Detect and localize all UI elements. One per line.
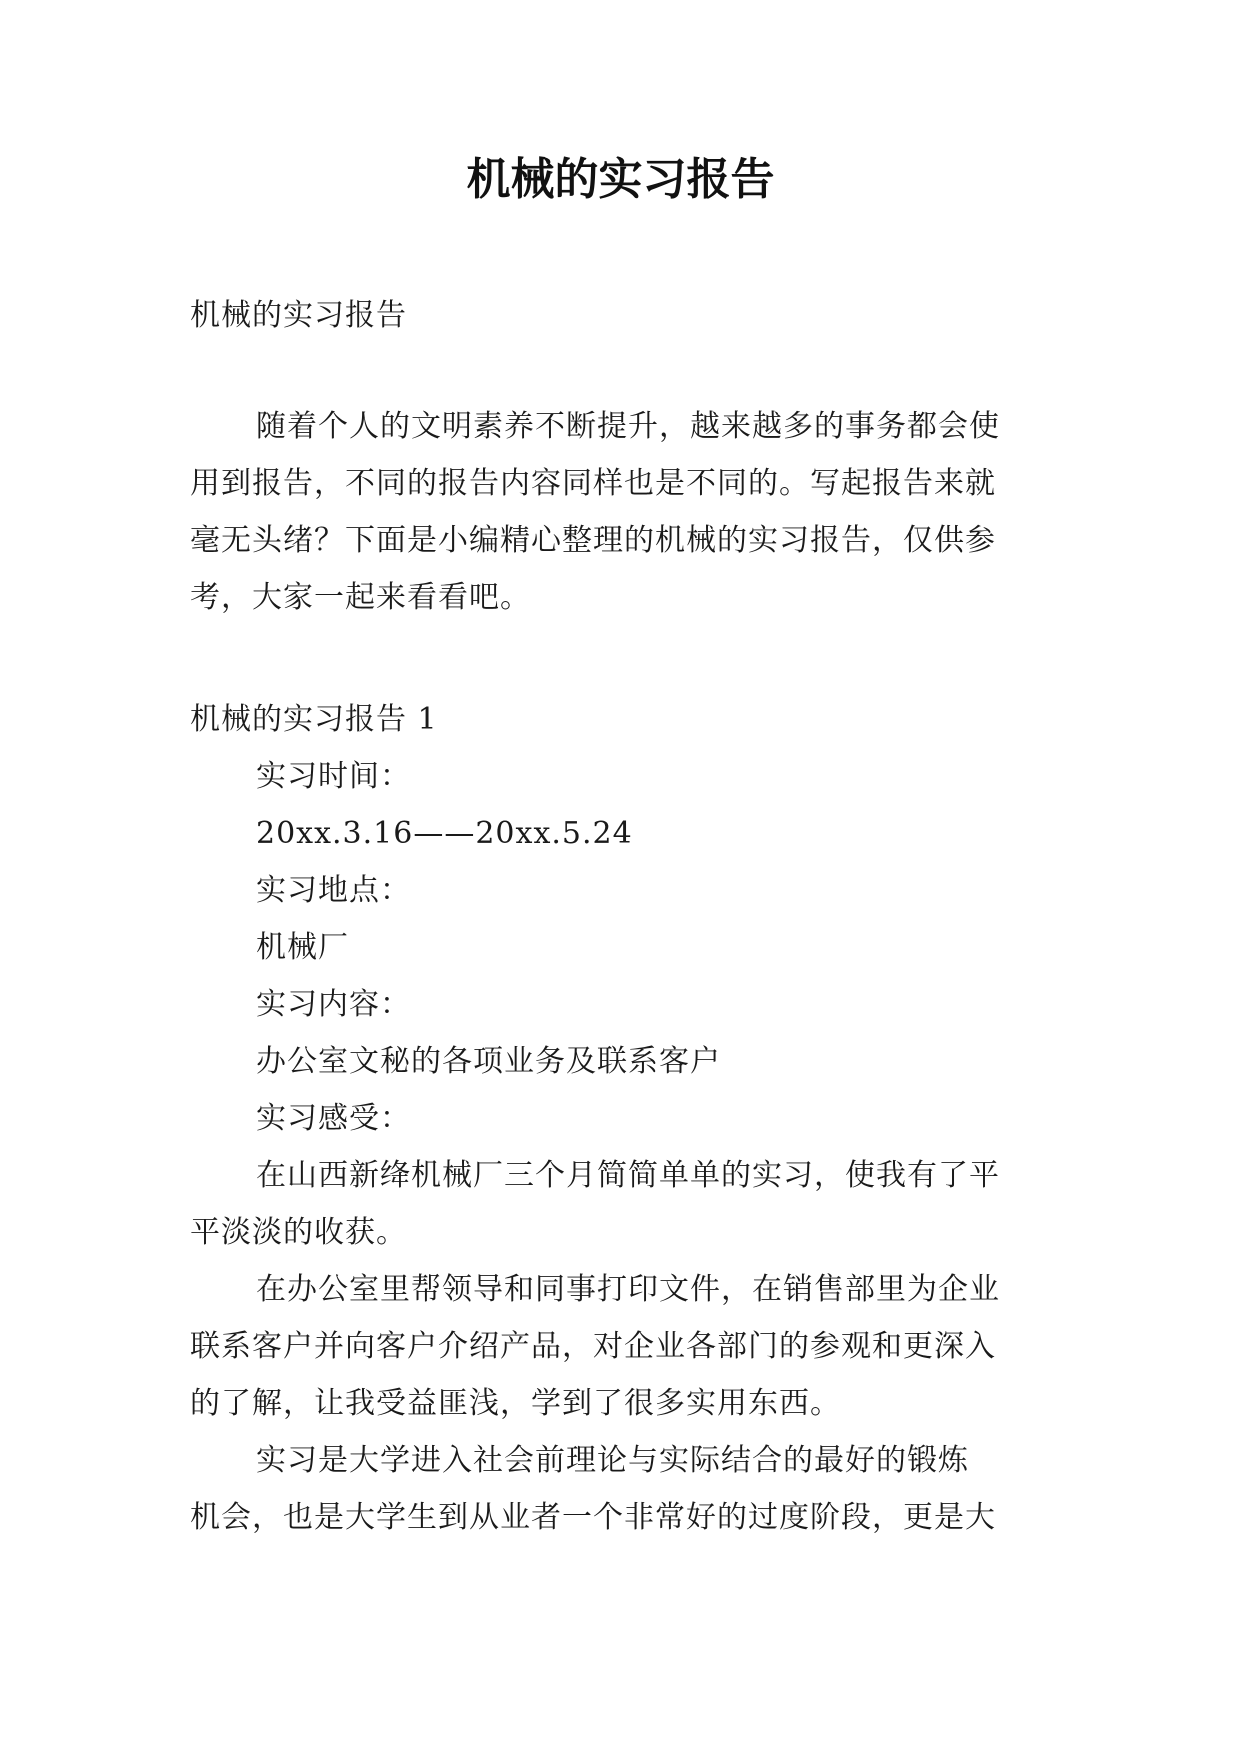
- content-label: 实习内容：: [256, 987, 411, 1022]
- intro-line-1: 随着个人的文明素养不断提升，越来越多的事务都会使: [256, 409, 1000, 444]
- place-value: 机械厂: [256, 930, 349, 965]
- place-label: 实习地点：: [256, 873, 411, 908]
- intro-line-2: 用到报告，不同的报告内容同样也是不同的。写起报告来就: [190, 466, 996, 501]
- feeling-label: 实习感受：: [256, 1101, 411, 1136]
- content-value: 办公室文秘的各项业务及联系客户: [256, 1044, 721, 1079]
- body-p2-line-1: 在办公室里帮领导和同事打印文件，在销售部里为企业: [256, 1272, 1000, 1307]
- intro-line-4: 考，大家一起来看看吧。: [190, 580, 531, 615]
- document-subtitle: 机械的实习报告: [190, 298, 407, 333]
- body-p3-line-2: 机会，也是大学生到从业者一个非常好的过度阶段，更是大: [190, 1500, 996, 1535]
- body-p2-line-2: 联系客户并向客户介绍产品，对企业各部门的参观和更深入: [190, 1329, 996, 1364]
- time-value: 20xx.3.16——20xx.5.24: [256, 816, 633, 851]
- intro-line-3: 毫无头绪？下面是小编精心整理的机械的实习报告，仅供参: [190, 523, 996, 558]
- body-p2-line-3: 的了解，让我受益匪浅，学到了很多实用东西。: [190, 1386, 841, 1421]
- document-title: 机械的实习报告: [466, 154, 775, 205]
- time-label: 实习时间：: [256, 759, 411, 794]
- body-p3-line-1: 实习是大学进入社会前理论与实际结合的最好的锻炼: [256, 1443, 969, 1478]
- body-p1-line-2: 平淡淡的收获。: [190, 1215, 407, 1250]
- body-p1-line-1: 在山西新绛机械厂三个月简简单单的实习，使我有了平: [256, 1158, 1000, 1193]
- section-heading: 机械的实习报告 1: [190, 702, 438, 737]
